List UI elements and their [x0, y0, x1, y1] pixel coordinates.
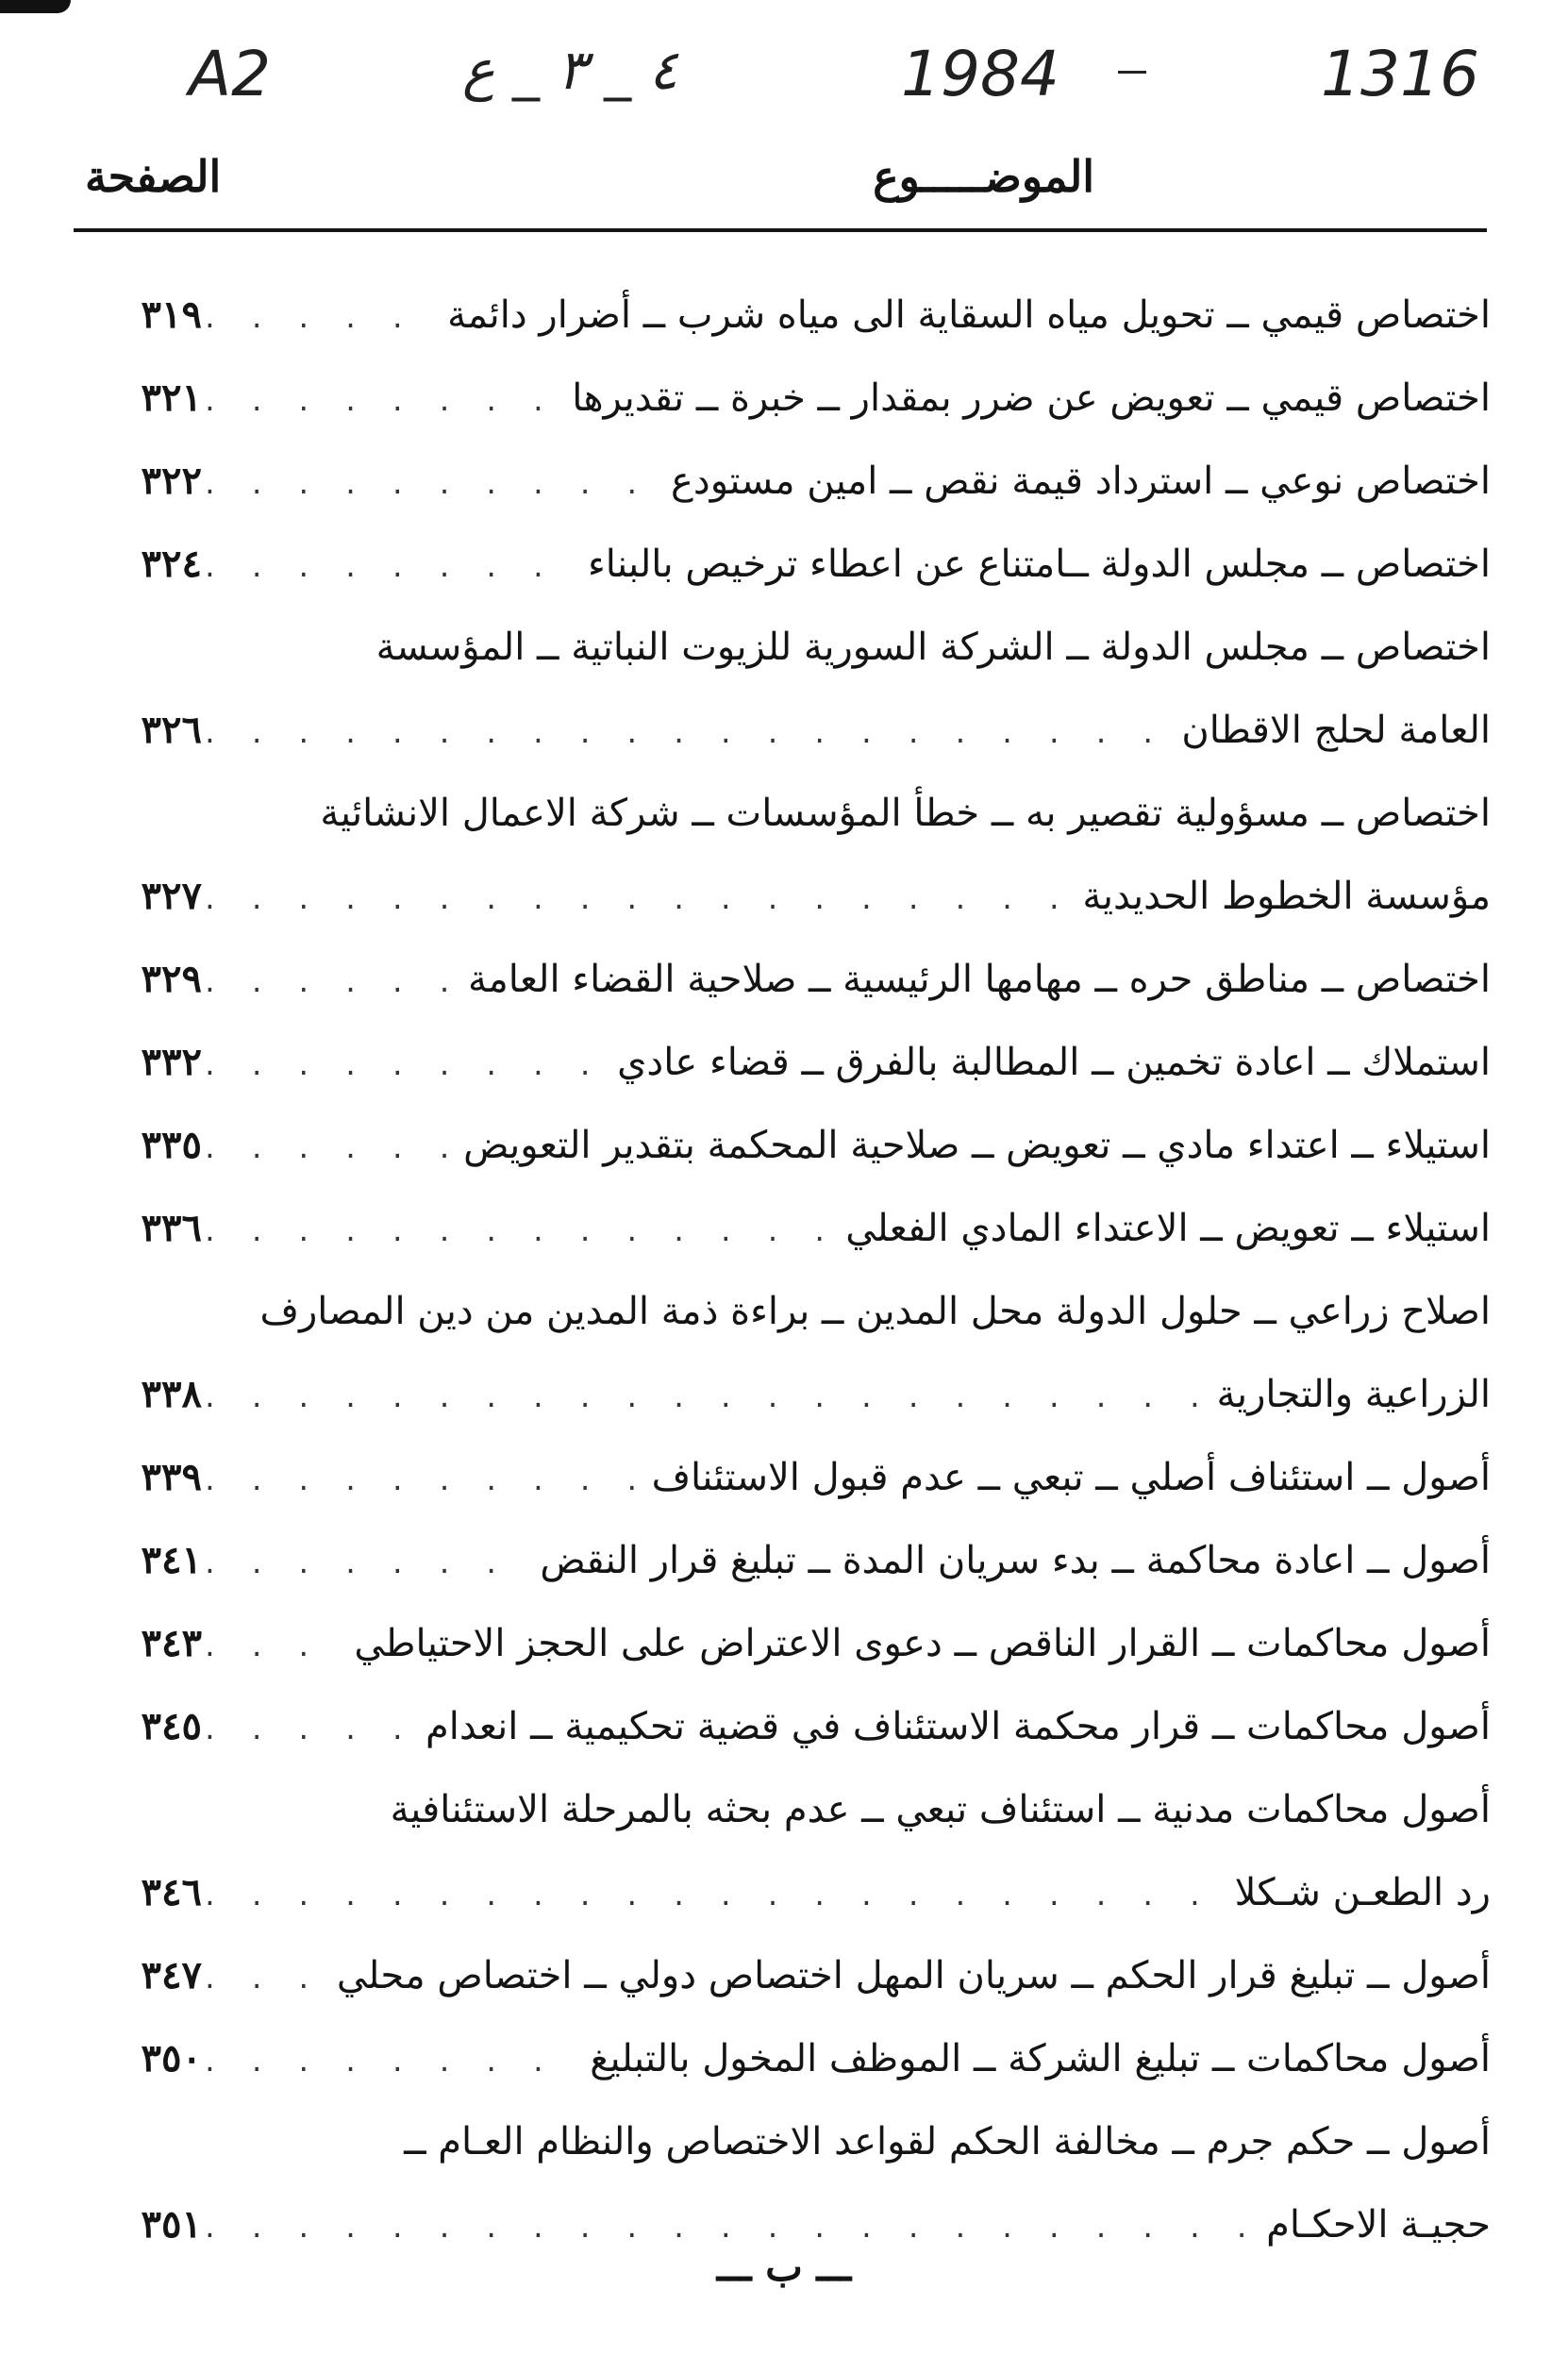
handwritten-date: ٤ _ ٣ _ ع: [462, 38, 678, 102]
toc-entry: [75, 1519, 1491, 1602]
toc-entry: [75, 1685, 1491, 1768]
scan-corner-mark: [0, 0, 71, 13]
dot-leader: [202, 1440, 639, 1523]
toc-entry-line: [75, 1104, 1491, 1187]
toc-page-number: ٣٤٧: [141, 1953, 202, 1997]
toc-entry-line: [75, 1685, 1491, 1768]
handwritten-ref-right: 1316: [1321, 38, 1479, 110]
toc-page-number: ٣٢١: [141, 376, 202, 420]
toc-page-number: ٣٢٩: [141, 957, 202, 1001]
column-heading-subject: الموضـــــوع: [873, 151, 1094, 202]
dot-leader: [202, 1191, 832, 1274]
toc-entry-text: اصلاح زراعي ــ حلول الدولة محل المدين ــ براءة ذمة المدين من دين المصارف: [259, 1290, 1491, 1333]
toc-entry-text: اختصاص قيمي ــ تحويل مياه السقاية الى مياه شرب ــ أضرار دائمة: [447, 293, 1491, 337]
dot-leader: [202, 443, 658, 526]
toc-entry: [75, 2100, 1491, 2266]
toc-entry-line: [75, 1187, 1491, 1270]
table-header: [75, 151, 1491, 217]
toc-entry: [75, 606, 1491, 772]
toc-entry: [75, 1270, 1491, 1436]
toc-page-number: ٣٢٢: [141, 459, 202, 503]
page-footer-letter: ـــ ب ـــ: [716, 2244, 852, 2290]
toc-entry: [75, 1104, 1491, 1187]
header-divider: [74, 228, 1487, 232]
toc-entry-text: رد الطعـن شـكلا: [1234, 1871, 1491, 1914]
toc-page-number: ٣١٩: [141, 292, 202, 337]
toc-page-number: ٣٤٥: [141, 1704, 202, 1748]
toc-entry-text: استيلاء ــ تعويض ــ الاعتداء المادي الفعلي: [845, 1207, 1491, 1250]
toc-entry-line: [75, 1353, 1491, 1436]
toc-entry: [75, 772, 1491, 938]
toc-entry-line: [75, 1851, 1491, 1934]
dot-leader: [202, 1855, 1222, 1938]
toc-page-number: ٣٤١: [141, 1538, 202, 1582]
dot-leader: [202, 1108, 450, 1191]
toc-entry: [75, 1602, 1491, 1685]
dot-leader: [202, 1523, 526, 1606]
toc-entry-text: أصول محاكمات ــ القرار الناقص ــ دعوى الاعتراض على الحجز الاحتياطي: [354, 1622, 1491, 1665]
dot-leader: [202, 2021, 576, 2104]
toc-entry-line: [75, 689, 1491, 772]
toc-entry-text: اختصاص ــ مجلس الدولة ــ الشركة السورية للزيوت النباتية ــ المؤسسة: [375, 626, 1491, 669]
toc-entry-text: اختصاص ــ مسؤولية تقصير به ــ خطأ المؤسسات ــ شركة الاعمال الانشائية: [320, 792, 1491, 835]
toc-page-number: ٣٢٧: [141, 874, 202, 918]
toc-entry: [75, 1021, 1491, 1104]
toc-entry-line: [75, 855, 1491, 938]
toc-entry: [75, 2017, 1491, 2100]
toc-entry-line: [75, 523, 1491, 606]
dot-leader: [202, 1606, 341, 1689]
toc-page-number: ٣٢٤: [141, 542, 202, 586]
toc-entry-line: [75, 1602, 1491, 1685]
toc-entry: [75, 938, 1491, 1021]
toc-page-number: ٣٣٩: [141, 1455, 202, 1499]
toc-entry-line: [75, 1436, 1491, 1519]
toc-entry-text: اختصاص قيمي ــ تعويض عن ضرر بمقدار ــ خبرة ــ تقديرها: [572, 376, 1491, 420]
toc-entry-text: أصول محاكمات ــ تبليغ الشركة ــ الموظف المخول بالتبليغ: [590, 2037, 1491, 2080]
toc-entry-text: أصول ــ تبليغ قرار الحكم ــ سريان المهل اختصاص دولي ــ اختصاص محلي: [336, 1954, 1491, 1997]
toc-page-number: ٣٣٨: [141, 1372, 202, 1416]
dot-leader: [202, 1689, 412, 1772]
toc-entry-line: [75, 938, 1491, 1021]
toc-entry-text: اختصاص ــ مناطق حره ــ مهامها الرئيسية ــ صلاحية القضاء العامة: [467, 958, 1491, 1001]
toc-entry: [75, 357, 1491, 440]
dot-leader: [202, 1025, 604, 1108]
toc-page-number: ٣٥١: [141, 2202, 202, 2247]
toc-entry-text: أصول ــ استئناف أصلي ــ تبعي ــ عدم قبول الاستئناف: [651, 1456, 1491, 1499]
toc-entry-text: اختصاص نوعي ــ استرداد قيمة نقص ــ امين مستودع: [671, 459, 1491, 503]
toc-page-number: ٣٥٠: [141, 2036, 202, 2080]
toc-entry-text: استيلاء ــ اعتداء مادي ــ تعويض ــ صلاحية المحكمة بتقدير التعويض: [463, 1124, 1491, 1167]
toc-entry-text: العامة لحلج الاقطان: [1181, 709, 1491, 752]
toc-page-number: ٣٣٦: [141, 1206, 202, 1250]
toc-entry-line: [75, 2017, 1491, 2100]
toc-entry-line: [75, 274, 1491, 357]
toc-entry-text: أصول محاكمات مدنية ــ استئناف تبعي ــ عدم بحثه بالمرحلة الاستئنافية: [390, 1788, 1491, 1831]
toc-entry: [75, 1436, 1491, 1519]
dot-leader: [202, 1357, 1204, 1440]
toc-page-number: ٣٣٥: [141, 1123, 202, 1167]
toc-entry-text: أصول ــ اعادة محاكمة ــ بدء سريان المدة ــ تبليغ قرار النقض: [540, 1539, 1491, 1582]
dot-leader: [202, 277, 434, 360]
column-heading-page: الصفحة: [85, 151, 222, 202]
toc-entry-line: [75, 1519, 1491, 1602]
toc-entry: [75, 1934, 1491, 2017]
toc-entry-text: حجيـة الاحكـام: [1266, 2203, 1491, 2247]
handwritten-year: 1984: [901, 38, 1059, 110]
toc-entry-line: [75, 1934, 1491, 2017]
dot-leader: [202, 942, 455, 1025]
toc-page-number: ٣٤٣: [141, 1621, 202, 1665]
toc-entry-text: الزراعية والتجارية: [1216, 1373, 1491, 1416]
handwritten-ref-left: A2: [189, 38, 272, 110]
dot-leader: [202, 526, 575, 610]
toc-entry: [75, 523, 1491, 606]
toc-entry-text: أصول محاكمات ــ قرار محكمة الاستئناف في قضية تحكيمية ــ انعدام: [425, 1705, 1491, 1748]
dot-leader: [202, 1938, 324, 2021]
toc-page-number: ٣٢٦: [141, 708, 202, 752]
handwritten-dash: [1118, 71, 1146, 74]
toc-entry-text: اختصاص ــ مجلس الدولة ــامتناع عن اعطاء ترخيص بالبناء: [587, 543, 1491, 586]
dot-leader: [202, 859, 1069, 942]
toc-entry: [75, 1187, 1491, 1270]
toc-entry-text: استملاك ــ اعادة تخمين ــ المطالبة بالفرق ــ قضاء عادي: [617, 1041, 1491, 1084]
toc-entry-text: مؤسسة الخطوط الحديدية: [1082, 875, 1491, 918]
toc-page-number: ٣٤٦: [141, 1870, 202, 1914]
dot-leader: [202, 693, 1168, 776]
toc-entry: [75, 1768, 1491, 1934]
toc-entry-line: [75, 357, 1491, 440]
dot-leader: [202, 360, 559, 443]
toc-entry-text: أصول ــ حكم جرم ــ مخالفة الحكم لقواعد الاختصاص والنظام العـام ــ: [404, 2120, 1491, 2163]
toc-entry-line: [75, 440, 1491, 523]
toc-entry: [75, 274, 1491, 357]
toc-entry: [75, 440, 1491, 523]
toc-page-number: ٣٣٢: [141, 1040, 202, 1084]
table-of-contents: [75, 274, 1491, 2266]
toc-entry-line: [75, 1021, 1491, 1104]
